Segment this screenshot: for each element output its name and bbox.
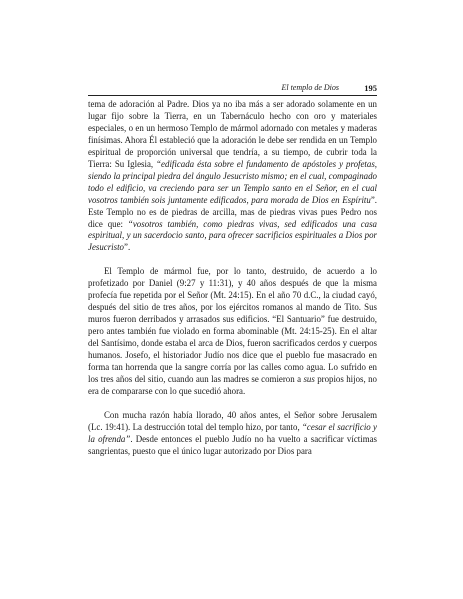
text-segment: tema de adoración al Padre. Dios ya no iba más a ser adorado solamente en un lugar fijo sobre la Tierra, en un Tabernáculo hecho con oro y materiales especiales, o en un hermoso Templo de mármol adornado con metales y maderas finísimas. Ahora Él estableció que la adoración le debe ser rendida en un Templo espiritual de proporción universal que tendría, a su tiempo, de cubrir toda la Tierra: Su Iglesia, (88, 99, 377, 169)
page-number: 195 (364, 83, 377, 93)
text-segment: ”. Este Templo no es de piedras de arcilla, mas de piedras vivas pues Pedro nos dice que: (88, 194, 377, 229)
quote-segment: “cesar el sacrificio y la ofrenda” (88, 421, 377, 444)
page-body (88, 99, 377, 458)
quote-segment: “edificada ésta sobre el fundamento de apóstoles y profetas, siendo la principal piedra del ángulo Jesucristo mismo; en el cual, compaginado todo el edificio, va creciendo para ser un Templo santo en el Señor, en el cual vosotros también sois juntamente edificados, para morada de Dios en Espíritu (88, 158, 377, 205)
paragraph-3 (88, 410, 377, 458)
text-segment: El Templo de mármol fue, por lo tanto, destruido, de acuerdo a lo profetizado por Daniel (9:27 y 11:31), y 40 años después de que la misma profecía fue repetida por el Señor (Mt. 24:15). En el año 70 d.C., la ciudad cayó, después del sitio de tres años, por los ejércitos romanos al mando de Tito. Sus muros fueron derribados y arrasados sus edificios. “El Santuario” fue destruido, pero antes también fue violado en forma abominable (Mt. 24:15-25). En el altar del Santísimo, donde estaba el arca de Dios, fueron sacrificados cerdos y cuerpos humanos. Josefo, el historiador Judío nos dice que el pueblo fue masacrado en forma tan horrenda que la sangre corría por las calles como agua. Lo sufrido en los tres años del sitio, cuando aun las madres se comieron a (88, 266, 377, 384)
emphasis-segment: sus (303, 373, 315, 384)
quote-segment: “vosotros también, como piedras vivas, sed edificados una casa espiritual, y un sacerdocio santo, para ofrecer sacrificios espirituales a Dios por Jesucristo (88, 218, 377, 253)
header-rule (88, 95, 377, 96)
running-title: El templo de Dios (281, 83, 339, 92)
text-segment: Con mucha razón había llorado, 40 años antes, el Señor sobre Jerusalem (Lc. 19:41). La destrucción total del templo hizo, por tanto, (88, 409, 377, 432)
text-segment: . Desde entonces el pueblo Judío no ha vuelto a sacrificar víctimas sangrientas, puesto que el único lugar autorizado por Dios para (88, 433, 377, 456)
paragraph-1 (88, 99, 377, 254)
paragraph-2 (88, 266, 377, 397)
text-segment: ”. (124, 242, 131, 253)
text-segment: propios hijos, no era de compararse con lo que sucedió ahora. (88, 373, 377, 396)
